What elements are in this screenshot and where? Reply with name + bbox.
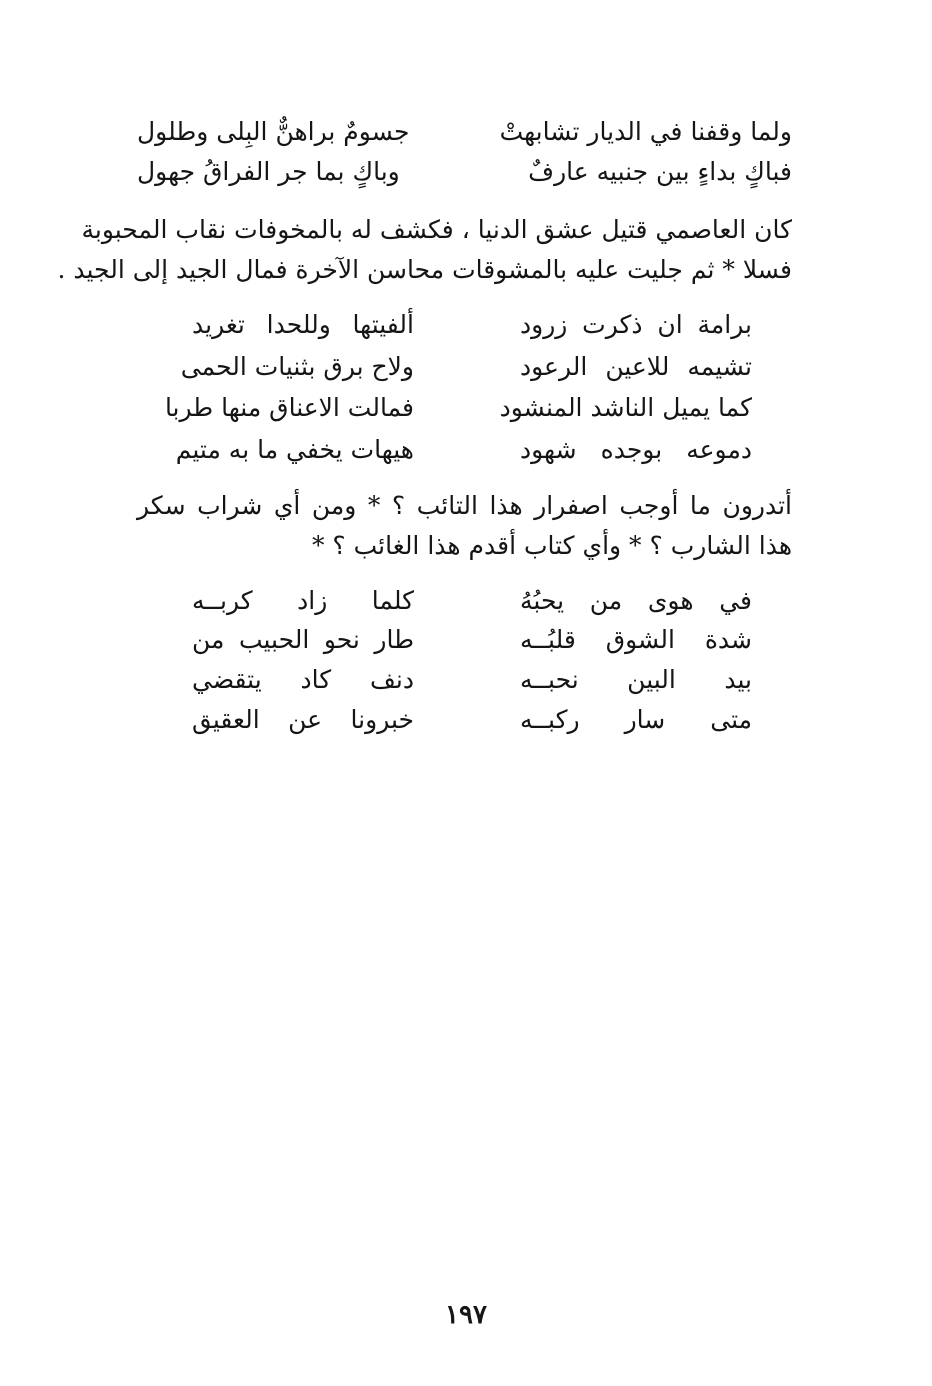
poem-second-hemistich: كما يميل الناشد المنشود [499, 393, 752, 422]
page-number: ١٩٧ [445, 1300, 487, 1330]
poem-second-hemistich: تشيمه للاعين الرعود [520, 352, 752, 381]
verse-second-hemistich: جسومٌ براهنٌّ البِلى وطلول [137, 117, 410, 146]
poem-first-hemistich: خبرونا عن العقيق [192, 705, 414, 734]
paragraph-line: فسلا * ثم جليت عليه بالمشوقات محاسن الآخرة فمال الجيد إلى الجيد . [57, 255, 792, 284]
poem-first-hemistich: طار نحو الحبيب من [192, 625, 414, 654]
poem-first-hemistich: فمالت الاعناق منها طربا [164, 393, 414, 422]
poem-second-hemistich: متى سار ركبــه [520, 705, 752, 734]
verse-first-hemistich: ولما وقفنا في الديار تشابهتْ [499, 117, 792, 146]
paragraph-line: كان العاصمي قتيل عشق الدنيا ، فكشف له بالمخوفات نقاب المحبوبة [81, 215, 792, 244]
poem-first-hemistich: ولاح برق بثنيات الحمى [180, 352, 414, 381]
poem-second-hemistich: شدة الشوق قلبُــه [520, 625, 752, 654]
poem-first-hemistich: هيهات يخفي ما به متيم [175, 435, 414, 464]
poem-second-hemistich: دموعه بوجده شهود [520, 435, 752, 464]
poem-second-hemistich: برامة ان ذكرت زرود [520, 310, 752, 339]
poem-first-hemistich: دنف كاد يتقضي [192, 665, 414, 694]
verse-first-hemistich: فباكٍ بداءٍ بين جنبيه عارفٌ [528, 157, 792, 186]
paragraph-line: أتدرون ما أوجب اصفرار هذا التائب ؟ * ومن أي شراب سكر [137, 491, 792, 520]
poem-second-hemistich: بيد البين نحبــه [520, 665, 752, 694]
poem-second-hemistich: في هوى من يحبُهُ [520, 586, 752, 615]
verse-second-hemistich: وباكٍ بما جر الفراقُ جهول [137, 157, 400, 186]
poem-first-hemistich: ألفيتها وللحدا تغريد [192, 310, 414, 339]
poem-first-hemistich: كلما زاد كربــه [192, 586, 414, 615]
paragraph-line: هذا الشارب ؟ * وأي كتاب أقدم هذا الغائب ؟ * [311, 531, 792, 560]
